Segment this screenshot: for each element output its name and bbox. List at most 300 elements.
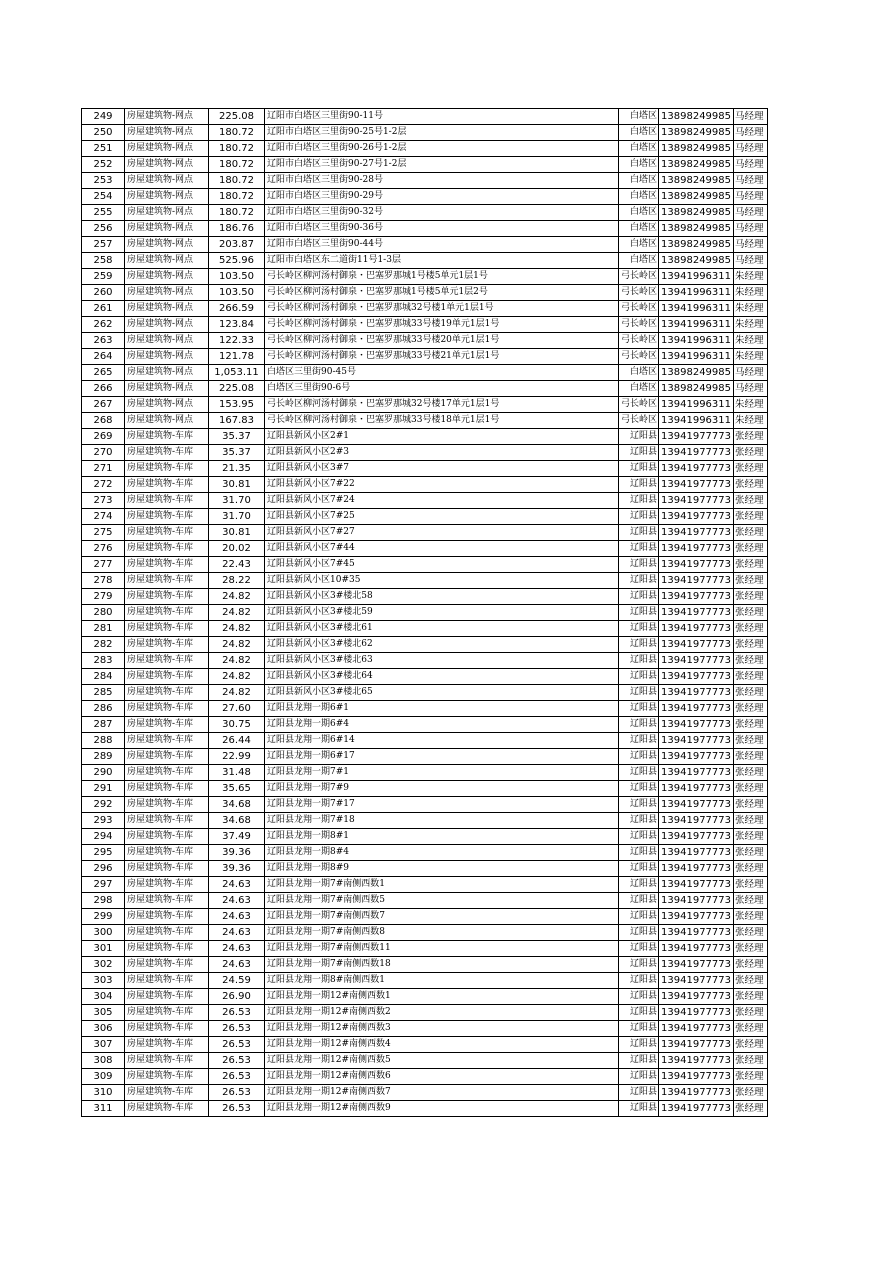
area-cell: 24.63: [209, 877, 265, 893]
row-number-cell: 295: [82, 845, 125, 861]
address-cell: 辽阳县新风小区3#楼北61: [265, 621, 619, 637]
address-cell: 辽阳县新风小区7#24: [265, 493, 619, 509]
table-row: [82, 909, 768, 925]
address-cell: 辽阳市白塔区三里街90-44号: [265, 237, 619, 253]
address-cell: 辽阳县龙翔一期6#14: [265, 733, 619, 749]
contact-cell: 张经理: [734, 989, 768, 1005]
contact-cell: 朱经理: [734, 413, 768, 429]
contact-cell: 张经理: [734, 1037, 768, 1053]
district-cell: 辽阳县: [619, 477, 659, 493]
contact-cell: 张经理: [734, 781, 768, 797]
area-cell: 39.36: [209, 845, 265, 861]
district-cell: 白塔区: [619, 205, 659, 221]
district-cell: 辽阳县: [619, 749, 659, 765]
asset-type-cell: 房屋建筑物-车库: [125, 1085, 209, 1101]
address-cell: 辽阳县新风小区10#35: [265, 573, 619, 589]
table-row: [82, 429, 768, 445]
district-cell: 白塔区: [619, 173, 659, 189]
phone-cell: 13941977773: [659, 1005, 734, 1021]
table-row: [82, 173, 768, 189]
area-cell: 180.72: [209, 157, 265, 173]
phone-cell: 13898249985: [659, 157, 734, 173]
district-cell: 辽阳县: [619, 1069, 659, 1085]
asset-type-cell: 房屋建筑物-车库: [125, 605, 209, 621]
asset-type-cell: 房屋建筑物-网点: [125, 221, 209, 237]
address-cell: 辽阳县龙翔一期12#南侧西数9: [265, 1101, 619, 1117]
district-cell: 弓长岭区: [619, 413, 659, 429]
table-row: [82, 205, 768, 221]
address-cell: 辽阳县龙翔一期7#17: [265, 797, 619, 813]
phone-cell: 13941977773: [659, 813, 734, 829]
address-cell: 辽阳县龙翔一期12#南侧西数4: [265, 1037, 619, 1053]
district-cell: 弓长岭区: [619, 333, 659, 349]
address-cell: 辽阳县龙翔一期7#南侧西数5: [265, 893, 619, 909]
row-number-cell: 251: [82, 141, 125, 157]
phone-cell: 13941977773: [659, 893, 734, 909]
address-cell: 辽阳县新风小区2#1: [265, 429, 619, 445]
phone-cell: 13941996311: [659, 317, 734, 333]
address-cell: 辽阳市白塔区三里街90-28号: [265, 173, 619, 189]
asset-type-cell: 房屋建筑物-网点: [125, 285, 209, 301]
contact-cell: 马经理: [734, 237, 768, 253]
row-number-cell: 292: [82, 797, 125, 813]
area-cell: 24.82: [209, 589, 265, 605]
contact-cell: 张经理: [734, 749, 768, 765]
table-row: [82, 765, 768, 781]
phone-cell: 13941977773: [659, 1101, 734, 1117]
district-cell: 白塔区: [619, 189, 659, 205]
table-row: [82, 781, 768, 797]
area-cell: 22.99: [209, 749, 265, 765]
row-number-cell: 250: [82, 125, 125, 141]
address-cell: 辽阳县龙翔一期6#4: [265, 717, 619, 733]
district-cell: 辽阳县: [619, 1037, 659, 1053]
area-cell: 24.82: [209, 685, 265, 701]
contact-cell: 马经理: [734, 189, 768, 205]
district-cell: 辽阳县: [619, 493, 659, 509]
address-cell: 辽阳县龙翔一期7#1: [265, 765, 619, 781]
district-cell: 辽阳县: [619, 557, 659, 573]
asset-type-cell: 房屋建筑物-车库: [125, 1101, 209, 1117]
contact-cell: 张经理: [734, 925, 768, 941]
row-number-cell: 271: [82, 461, 125, 477]
row-number-cell: 278: [82, 573, 125, 589]
area-cell: 525.96: [209, 253, 265, 269]
contact-cell: 马经理: [734, 109, 768, 125]
asset-type-cell: 房屋建筑物-网点: [125, 349, 209, 365]
row-number-cell: 282: [82, 637, 125, 653]
row-number-cell: 281: [82, 621, 125, 637]
phone-cell: 13941977773: [659, 877, 734, 893]
contact-cell: 张经理: [734, 717, 768, 733]
address-cell: 辽阳市白塔区三里街90-11号: [265, 109, 619, 125]
area-cell: 103.50: [209, 285, 265, 301]
address-cell: 辽阳县龙翔一期12#南侧西数5: [265, 1053, 619, 1069]
address-cell: 辽阳市白塔区三里街90-25号1-2层: [265, 125, 619, 141]
asset-type-cell: 房屋建筑物-网点: [125, 141, 209, 157]
asset-type-cell: 房屋建筑物-车库: [125, 797, 209, 813]
row-number-cell: 303: [82, 973, 125, 989]
table-row: [82, 893, 768, 909]
area-cell: 30.75: [209, 717, 265, 733]
contact-cell: 朱经理: [734, 397, 768, 413]
area-cell: 153.95: [209, 397, 265, 413]
district-cell: 辽阳县: [619, 669, 659, 685]
phone-cell: 13898249985: [659, 365, 734, 381]
table-row: [82, 845, 768, 861]
row-number-cell: 305: [82, 1005, 125, 1021]
row-number-cell: 268: [82, 413, 125, 429]
table-row: [82, 557, 768, 573]
asset-type-cell: 房屋建筑物-车库: [125, 589, 209, 605]
district-cell: 辽阳县: [619, 589, 659, 605]
area-cell: 24.82: [209, 669, 265, 685]
contact-cell: 张经理: [734, 653, 768, 669]
area-cell: 26.53: [209, 1005, 265, 1021]
asset-type-cell: 房屋建筑物-车库: [125, 557, 209, 573]
table-row: [82, 397, 768, 413]
address-cell: 辽阳市白塔区东二道街11号1-3层: [265, 253, 619, 269]
address-cell: 辽阳县龙翔一期7#南侧西数11: [265, 941, 619, 957]
phone-cell: 13898249985: [659, 237, 734, 253]
row-number-cell: 297: [82, 877, 125, 893]
area-cell: 225.08: [209, 109, 265, 125]
address-cell: 弓长岭区柳河汤村御泉・巴塞罗那城33号楼21单元1层1号: [265, 349, 619, 365]
address-cell: 白塔区三里街90-6号: [265, 381, 619, 397]
phone-cell: 13941977773: [659, 733, 734, 749]
asset-type-cell: 房屋建筑物-车库: [125, 893, 209, 909]
phone-cell: 13898249985: [659, 125, 734, 141]
area-cell: 24.63: [209, 941, 265, 957]
phone-cell: 13941977773: [659, 445, 734, 461]
district-cell: 白塔区: [619, 381, 659, 397]
asset-type-cell: 房屋建筑物-车库: [125, 861, 209, 877]
area-cell: 180.72: [209, 205, 265, 221]
asset-type-cell: 房屋建筑物-网点: [125, 413, 209, 429]
district-cell: 辽阳县: [619, 653, 659, 669]
table-row: [82, 1085, 768, 1101]
asset-type-cell: 房屋建筑物-车库: [125, 829, 209, 845]
address-cell: 辽阳县新风小区3#楼北59: [265, 605, 619, 621]
contact-cell: 马经理: [734, 253, 768, 269]
table-row: [82, 541, 768, 557]
row-number-cell: 302: [82, 957, 125, 973]
district-cell: 辽阳县: [619, 573, 659, 589]
address-cell: 辽阳县龙翔一期6#1: [265, 701, 619, 717]
phone-cell: 13941977773: [659, 429, 734, 445]
address-cell: 辽阳县龙翔一期8#1: [265, 829, 619, 845]
asset-type-cell: 房屋建筑物-网点: [125, 269, 209, 285]
address-cell: 弓长岭区柳河汤村御泉・巴塞罗那城33号楼20单元1层1号: [265, 333, 619, 349]
row-number-cell: 254: [82, 189, 125, 205]
contact-cell: 张经理: [734, 957, 768, 973]
contact-cell: 张经理: [734, 701, 768, 717]
asset-type-cell: 房屋建筑物-车库: [125, 525, 209, 541]
contact-cell: 朱经理: [734, 317, 768, 333]
district-cell: 辽阳县: [619, 717, 659, 733]
area-cell: 34.68: [209, 797, 265, 813]
contact-cell: 张经理: [734, 1101, 768, 1117]
district-cell: 白塔区: [619, 109, 659, 125]
area-cell: 24.59: [209, 973, 265, 989]
table-row: [82, 829, 768, 845]
asset-type-cell: 房屋建筑物-网点: [125, 173, 209, 189]
address-cell: 辽阳市白塔区三里街90-36号: [265, 221, 619, 237]
asset-type-cell: 房屋建筑物-网点: [125, 397, 209, 413]
phone-cell: 13941977773: [659, 557, 734, 573]
contact-cell: 马经理: [734, 141, 768, 157]
address-cell: 辽阳县龙翔一期7#南侧西数8: [265, 925, 619, 941]
contact-cell: 马经理: [734, 125, 768, 141]
district-cell: 辽阳县: [619, 429, 659, 445]
phone-cell: 13941977773: [659, 1021, 734, 1037]
phone-cell: 13898249985: [659, 381, 734, 397]
contact-cell: 张经理: [734, 1069, 768, 1085]
area-cell: 24.82: [209, 605, 265, 621]
area-cell: 35.37: [209, 429, 265, 445]
row-number-cell: 306: [82, 1021, 125, 1037]
phone-cell: 13941977773: [659, 1037, 734, 1053]
table-row: [82, 941, 768, 957]
asset-type-cell: 房屋建筑物-车库: [125, 429, 209, 445]
contact-cell: 朱经理: [734, 333, 768, 349]
address-cell: 辽阳县新风小区3#楼北58: [265, 589, 619, 605]
address-cell: 辽阳县龙翔一期8#4: [265, 845, 619, 861]
phone-cell: 13941996311: [659, 397, 734, 413]
area-cell: 24.63: [209, 909, 265, 925]
asset-type-cell: 房屋建筑物-车库: [125, 749, 209, 765]
address-cell: 弓长岭区柳河汤村御泉・巴塞罗那城32号楼1单元1层1号: [265, 301, 619, 317]
phone-cell: 13941977773: [659, 909, 734, 925]
row-number-cell: 276: [82, 541, 125, 557]
contact-cell: 张经理: [734, 605, 768, 621]
contact-cell: 马经理: [734, 365, 768, 381]
area-cell: 24.82: [209, 621, 265, 637]
asset-type-cell: 房屋建筑物-车库: [125, 845, 209, 861]
table-row: [82, 445, 768, 461]
phone-cell: 13941977773: [659, 525, 734, 541]
contact-cell: 张经理: [734, 573, 768, 589]
contact-cell: 张经理: [734, 813, 768, 829]
contact-cell: 张经理: [734, 461, 768, 477]
contact-cell: 张经理: [734, 845, 768, 861]
contact-cell: 张经理: [734, 509, 768, 525]
row-number-cell: 308: [82, 1053, 125, 1069]
address-cell: 辽阳县新风小区3#楼北63: [265, 653, 619, 669]
table-row: [82, 189, 768, 205]
table-row: [82, 253, 768, 269]
table-row: [82, 685, 768, 701]
row-number-cell: 289: [82, 749, 125, 765]
phone-cell: 13941977773: [659, 957, 734, 973]
phone-cell: 13941977773: [659, 861, 734, 877]
asset-type-cell: 房屋建筑物-车库: [125, 573, 209, 589]
area-cell: 35.37: [209, 445, 265, 461]
row-number-cell: 273: [82, 493, 125, 509]
phone-cell: 13941977773: [659, 605, 734, 621]
district-cell: 辽阳县: [619, 605, 659, 621]
contact-cell: 朱经理: [734, 269, 768, 285]
asset-type-cell: 房屋建筑物-车库: [125, 701, 209, 717]
asset-type-cell: 房屋建筑物-车库: [125, 733, 209, 749]
row-number-cell: 286: [82, 701, 125, 717]
asset-type-cell: 房屋建筑物-车库: [125, 493, 209, 509]
row-number-cell: 270: [82, 445, 125, 461]
address-cell: 辽阳县龙翔一期8#9: [265, 861, 619, 877]
district-cell: 辽阳县: [619, 925, 659, 941]
row-number-cell: 249: [82, 109, 125, 125]
contact-cell: 张经理: [734, 941, 768, 957]
area-cell: 121.78: [209, 349, 265, 365]
asset-type-cell: 房屋建筑物-车库: [125, 717, 209, 733]
table-row: [82, 605, 768, 621]
phone-cell: 13941977773: [659, 653, 734, 669]
contact-cell: 张经理: [734, 685, 768, 701]
district-cell: 辽阳县: [619, 845, 659, 861]
row-number-cell: 260: [82, 285, 125, 301]
address-cell: 辽阳县龙翔一期7#南侧西数7: [265, 909, 619, 925]
table-row: [82, 301, 768, 317]
asset-type-cell: 房屋建筑物-车库: [125, 1021, 209, 1037]
asset-type-cell: 房屋建筑物-网点: [125, 317, 209, 333]
table-row: [82, 1037, 768, 1053]
asset-type-cell: 房屋建筑物-网点: [125, 237, 209, 253]
address-cell: 辽阳县龙翔一期12#南侧西数7: [265, 1085, 619, 1101]
asset-type-cell: 房屋建筑物-网点: [125, 205, 209, 221]
contact-cell: 张经理: [734, 973, 768, 989]
district-cell: 辽阳县: [619, 909, 659, 925]
area-cell: 180.72: [209, 125, 265, 141]
area-cell: 225.08: [209, 381, 265, 397]
asset-type-cell: 房屋建筑物-车库: [125, 973, 209, 989]
asset-type-cell: 房屋建筑物-车库: [125, 957, 209, 973]
area-cell: 180.72: [209, 173, 265, 189]
area-cell: 186.76: [209, 221, 265, 237]
phone-cell: 13898249985: [659, 189, 734, 205]
row-number-cell: 275: [82, 525, 125, 541]
table-row: [82, 717, 768, 733]
row-number-cell: 301: [82, 941, 125, 957]
asset-table: [81, 108, 768, 1117]
address-cell: 弓长岭区柳河汤村御泉・巴塞罗那城1号楼5单元1层1号: [265, 269, 619, 285]
row-number-cell: 258: [82, 253, 125, 269]
table-row: [82, 573, 768, 589]
address-cell: 弓长岭区柳河汤村御泉・巴塞罗那城1号楼5单元1层2号: [265, 285, 619, 301]
table-row: [82, 413, 768, 429]
area-cell: 26.53: [209, 1069, 265, 1085]
phone-cell: 13941977773: [659, 925, 734, 941]
row-number-cell: 279: [82, 589, 125, 605]
table-row: [82, 477, 768, 493]
phone-cell: 13941977773: [659, 749, 734, 765]
row-number-cell: 299: [82, 909, 125, 925]
area-cell: 37.49: [209, 829, 265, 845]
phone-cell: 13898249985: [659, 109, 734, 125]
phone-cell: 13898249985: [659, 141, 734, 157]
contact-cell: 张经理: [734, 797, 768, 813]
area-cell: 31.48: [209, 765, 265, 781]
district-cell: 白塔区: [619, 365, 659, 381]
table-row: [82, 813, 768, 829]
asset-type-cell: 房屋建筑物-网点: [125, 253, 209, 269]
asset-type-cell: 房屋建筑物-车库: [125, 877, 209, 893]
asset-type-cell: 房屋建筑物-车库: [125, 941, 209, 957]
address-cell: 辽阳县龙翔一期12#南侧西数6: [265, 1069, 619, 1085]
district-cell: 辽阳县: [619, 733, 659, 749]
address-cell: 辽阳县龙翔一期7#南侧西数18: [265, 957, 619, 973]
row-number-cell: 257: [82, 237, 125, 253]
area-cell: 26.53: [209, 1053, 265, 1069]
phone-cell: 13941996311: [659, 349, 734, 365]
contact-cell: 张经理: [734, 429, 768, 445]
phone-cell: 13941977773: [659, 573, 734, 589]
address-cell: 辽阳县新风小区3#7: [265, 461, 619, 477]
asset-type-cell: 房屋建筑物-网点: [125, 189, 209, 205]
address-cell: 辽阳市白塔区三里街90-32号: [265, 205, 619, 221]
district-cell: 弓长岭区: [619, 397, 659, 413]
address-cell: 辽阳县新风小区3#楼北65: [265, 685, 619, 701]
phone-cell: 13941977773: [659, 477, 734, 493]
contact-cell: 张经理: [734, 829, 768, 845]
table-row: [82, 349, 768, 365]
table-row: [82, 733, 768, 749]
table-row: [82, 877, 768, 893]
phone-cell: 13941977773: [659, 829, 734, 845]
district-cell: 辽阳县: [619, 957, 659, 973]
asset-type-cell: 房屋建筑物-车库: [125, 813, 209, 829]
table-row: [82, 701, 768, 717]
address-cell: 辽阳市白塔区三里街90-26号1-2层: [265, 141, 619, 157]
contact-cell: 张经理: [734, 765, 768, 781]
row-number-cell: 296: [82, 861, 125, 877]
table-row: [82, 493, 768, 509]
district-cell: 辽阳县: [619, 989, 659, 1005]
table-row: [82, 653, 768, 669]
phone-cell: 13941977773: [659, 973, 734, 989]
table-row: [82, 525, 768, 541]
contact-cell: 张经理: [734, 909, 768, 925]
table-body: [82, 109, 768, 1117]
row-number-cell: 272: [82, 477, 125, 493]
table-row: [82, 1053, 768, 1069]
phone-cell: 13898249985: [659, 221, 734, 237]
asset-type-cell: 房屋建筑物-车库: [125, 509, 209, 525]
asset-type-cell: 房屋建筑物-网点: [125, 157, 209, 173]
district-cell: 辽阳县: [619, 797, 659, 813]
area-cell: 180.72: [209, 141, 265, 157]
area-cell: 24.63: [209, 957, 265, 973]
area-cell: 39.36: [209, 861, 265, 877]
phone-cell: 13941996311: [659, 269, 734, 285]
row-number-cell: 304: [82, 989, 125, 1005]
phone-cell: 13941977773: [659, 701, 734, 717]
district-cell: 辽阳县: [619, 701, 659, 717]
row-number-cell: 269: [82, 429, 125, 445]
row-number-cell: 291: [82, 781, 125, 797]
area-cell: 20.02: [209, 541, 265, 557]
district-cell: 辽阳县: [619, 813, 659, 829]
asset-type-cell: 房屋建筑物-车库: [125, 477, 209, 493]
row-number-cell: 311: [82, 1101, 125, 1117]
table-row: [82, 1101, 768, 1117]
phone-cell: 13941977773: [659, 685, 734, 701]
phone-cell: 13898249985: [659, 205, 734, 221]
table-row: [82, 125, 768, 141]
area-cell: 203.87: [209, 237, 265, 253]
table-row: [82, 669, 768, 685]
district-cell: 白塔区: [619, 125, 659, 141]
district-cell: 辽阳县: [619, 1021, 659, 1037]
